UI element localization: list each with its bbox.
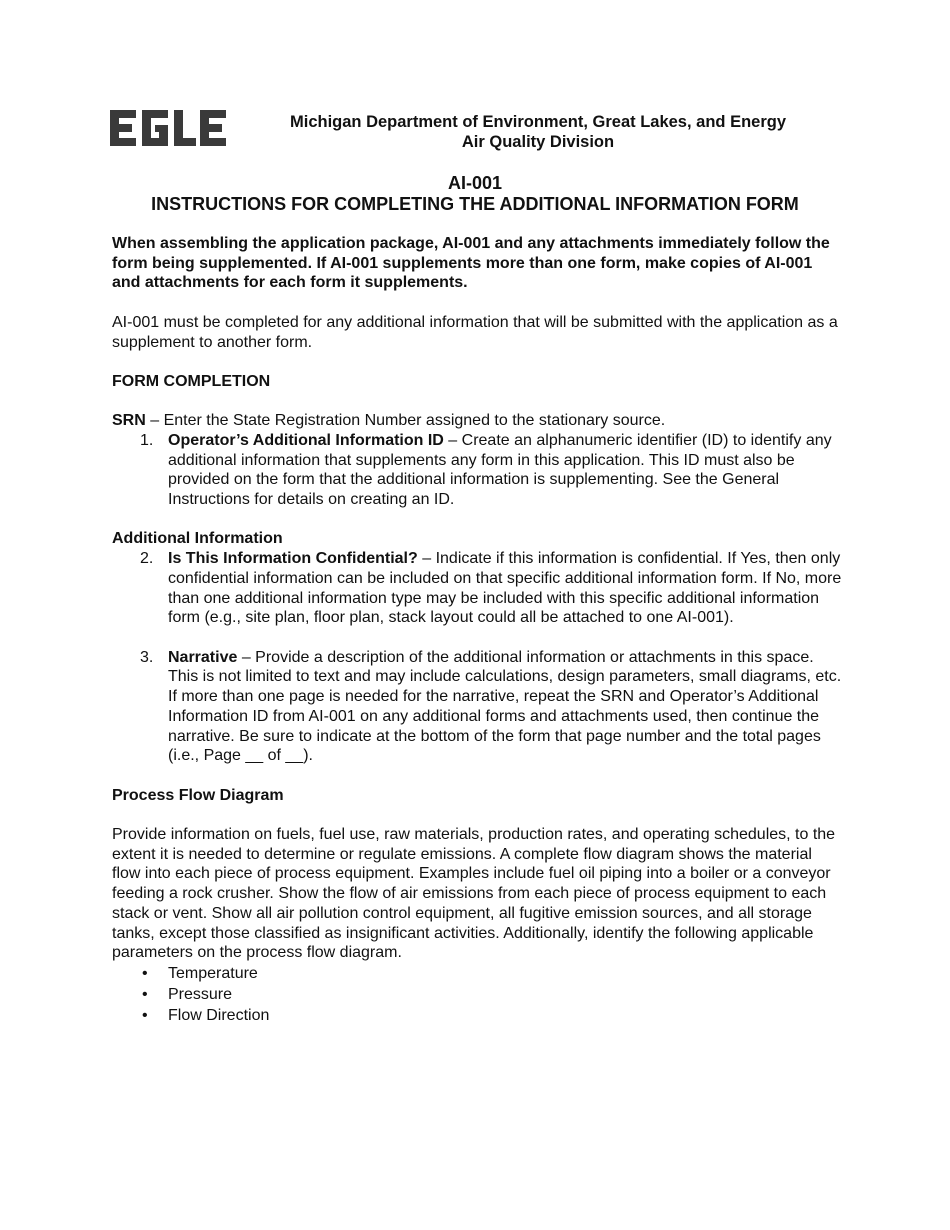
additional-information-list (112, 549, 842, 766)
section-heading-form-completion: FORM COMPLETION (112, 372, 271, 390)
bullet-icon: • (142, 964, 148, 982)
instructions-body (112, 234, 842, 1026)
list-item (112, 431, 842, 510)
item-label: Operator’s Additional Information ID (168, 431, 444, 449)
agency-name: Michigan Department of Environment, Great Lakes, and Energy (289, 113, 787, 131)
division-name: Air Quality Division (461, 133, 615, 151)
bullet-text: Pressure (168, 985, 233, 1003)
logo-text: EGLE (168, 134, 171, 135)
srn-text: – Enter the State Registration Number assigned to the stationary source. (145, 412, 666, 430)
form-completion-list (112, 431, 842, 510)
intro-paragraph: AI-001 must be completed for any additional information that will be submitted with the application as a supplement to another form. (112, 313, 838, 351)
bullet-text: Temperature (168, 964, 258, 982)
list-item (112, 648, 842, 766)
srn-instruction (112, 411, 842, 431)
form-title: INSTRUCTIONS FOR COMPLETING THE ADDITIONAL INFORMATION FORM (151, 194, 799, 214)
agency-header (240, 112, 836, 152)
form-id: AI-001 (447, 173, 503, 193)
list-item (112, 549, 842, 628)
bullet-icon: • (142, 1006, 148, 1024)
srn-label: SRN (112, 412, 146, 430)
egle-logo (110, 110, 226, 146)
section-heading-additional-information: Additional Information (112, 530, 283, 548)
item-text: – Create an alphanumeric identifier (ID) to identify any additional information that supplements any form in this application. This ID must also be provided on the form that the additional information is supplementing. See the General Instructions for details on creating an ID. (168, 431, 832, 509)
item-text: – Indicate if this information is confidential. If Yes, then only confidential information can be included on that specific additional information form. If No, more than one additional information type may be included with this specific additional information form (e.g., site plan, floor plan, stack layout could all be attached to one AI-001). (168, 550, 842, 627)
process-flow-parameters (112, 963, 842, 1026)
item-label: Narrative (168, 648, 238, 666)
bullet-text: Flow Direction (168, 1006, 270, 1024)
process-flow-paragraph: Provide information on fuels, fuel use, raw materials, production rates, and operating schedules, to the extent it is needed to determine or regulate emissions. A complete flow diagram shows the material flow into each piece of process equipment. Examples include fuel oil piping into a boiler or a conveyor feeding a rock crusher. Show the flow of air emissions from each piece of process equipment to each stack or vent. Show all air pollution control equipment, all fugitive emission sources, and all storage tanks, except those classified as insignificant activities. Additionally, identify the following applicable parameters on the process flow diagram. (112, 825, 836, 962)
bullet-icon: • (142, 985, 148, 1003)
item-label: Is This Information Confidential? (168, 550, 418, 568)
list-item (112, 1005, 842, 1026)
form-title-block (60, 173, 890, 215)
item-text: – Provide a description of the additional information or attachments in this space. This is not limited to text and may include calculations, design parameters, small diagrams, etc. If more than one page is needed for the narrative, repeat the SRN and Operator’s Additional Information ID from AI-001 on any additional forms and attachments used, then continue the narrative. Be sure to indicate at the bottom of the form that page number and the total pages (i.e., Page __ of __). (168, 648, 842, 765)
list-item (112, 963, 842, 984)
intro-bold-paragraph: When assembling the application package, AI-001 and any attachments immediately follow the form being supplemented. If AI-001 supplements more than one form, make copies of AI-001 and attachments for each form it supplements. (112, 235, 830, 292)
item-number: 2. (140, 550, 154, 568)
list-item (112, 984, 842, 1005)
item-number: 1. (140, 431, 154, 449)
section-heading-process-flow: Process Flow Diagram (112, 786, 284, 804)
item-number: 3. (140, 648, 154, 666)
